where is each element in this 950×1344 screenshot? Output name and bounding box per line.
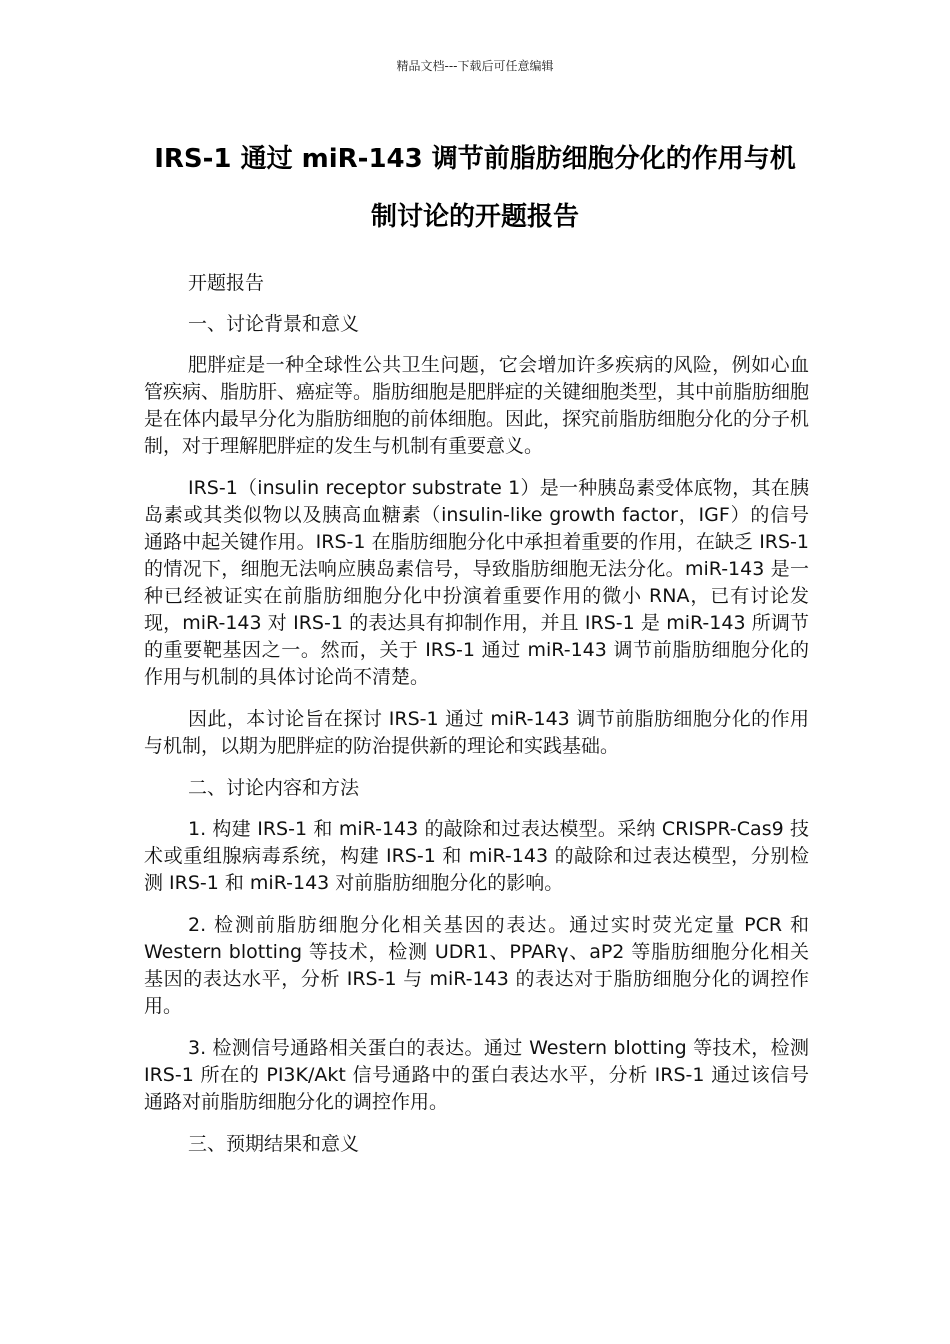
section-heading-expected-results: 三、预期结果和意义 [188,1133,360,1155]
section-heading-methods: 二、讨论内容和方法 [188,777,360,799]
document-title-line-2: 制讨论的开题报告 [370,202,579,232]
method-item-1: 1. 构建 IRS-1 和 miR-143 的敲除和过表达模型。采纳 CRISPR-Cas9 技术或重组腺病毒系统，构建 IRS-1 和 miR-143 的敲除和过表达模型，分别检测 IRS-1 和 miR-143 对前脂肪细胞分化的影响。 [144,818,809,894]
page-header-note: 精品文档---下载后可任意编辑 [396,59,554,73]
paragraph-obesity-background: 肥胖症是一种全球性公共卫生问题，它会增加许多疾病的风险，例如心血管疾病、脂肪肝、癌症等。脂肪细胞是肥胖症的关键细胞类型，其中前脂肪细胞是在体内最早分化为脂肪细胞的前体细胞。因此，探究前脂肪细胞分化的分子机制，对于理解肥胖症的发生与机制有重要意义。 [144,354,810,457]
paragraph-study-aim: 因此，本讨论旨在探讨 IRS-1 通过 miR-143 调节前脂肪细胞分化的作用与机制，以期为肥胖症的防治提供新的理论和实践基础。 [144,708,809,757]
method-item-3: 3. 检测信号通路相关蛋白的表达。通过 Western blotting 等技术，检测 IRS-1 所在的 PI3K/Akt 信号通路中的蛋白表达水平，分析 IRS-1 通过该信号通路对前脂肪细胞分化的调控作用。 [144,1037,809,1113]
report-label: 开题报告 [188,272,265,294]
document-title-line-1: IRS-1 通过 miR-143 调节前脂肪细胞分化的作用与机 [154,144,796,174]
paragraph-irs1-description: IRS-1（insulin receptor substrate 1）是一种胰岛素受体底物，其在胰岛素或其类似物以及胰高血糖素（insulin-like growth factor，IGF）的信号通路中起关键作用。IRS-1 在脂肪细胞分化中承担着重要的作用，在缺乏 IRS-1 的情况下，细胞无法响应胰岛素信号，导致脂肪细胞无法分化。miR-143 是一种已经被证实在前脂肪细胞分化中扮演着重要作用的微小 RNA，已有讨论发现，miR-143 对 IRS-1 的表达具有抑制作用，并且 IRS-1 是 miR-143 所调节的重要靶基因之一。然而，关于 IRS-1 通过 miR-143 调节前脂肪细胞分化的作用与机制的具体讨论尚不清楚。 [144,477,809,688]
document-body [144,270,809,1172]
section-heading-background: 一、讨论背景和意义 [188,313,360,335]
method-item-2: 2. 检测前脂肪细胞分化相关基因的表达。通过实时荧光定量 PCR 和 Western blotting 等技术，检测 UDR1、PPARγ、aP2 等脂肪细胞分化相关基因的表达水平，分析 IRS-1 与 miR-143 的表达对于脂肪细胞分化的调控作用。 [144,914,809,1017]
